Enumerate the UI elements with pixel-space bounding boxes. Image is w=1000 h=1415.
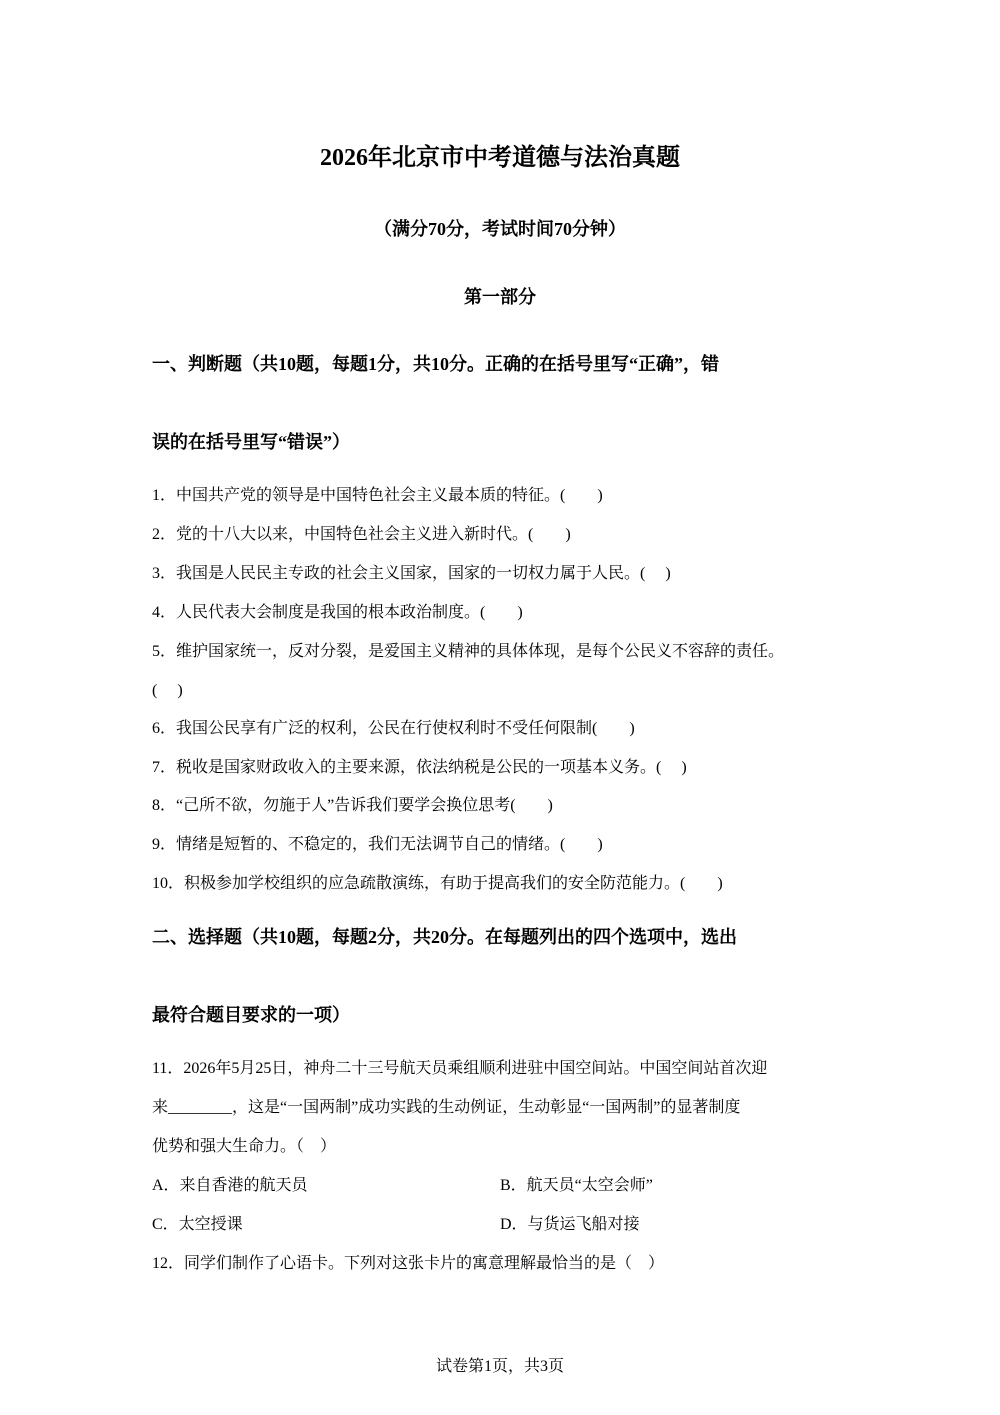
judgment-item-1: 1．中国共产党的领导是中国特色社会主义最本质的特征。( ) [152,487,603,504]
section1-heading-line2: 误的在括号里写“错误”） [152,432,350,452]
judgment-item-7: 7．税收是国家财政收入的主要来源，依法纳税是公民的一项基本义务。( ) [152,759,687,776]
exam-info: （满分70分，考试时间70分钟） [374,219,626,239]
question-11-line2: 来________，这是“一国两制”成功实践的生动例证，生动彰显“一国两制”的显著制度 [152,1099,741,1116]
judgment-item-8: 8．“己所不欲，勿施于人”告诉我们要学会换位思考( ) [152,797,553,814]
page-footer: 试卷第1页，共3页 [435,1358,564,1375]
question-11-line3: 优势和强大生命力。（ ） [152,1138,337,1155]
page-title: 2026年北京市中考道德与法治真题 [320,145,680,171]
q11-option-d: D．与货运飞船对接 [500,1216,640,1233]
judgment-item-3: 3．我国是人民民主专政的社会主义国家，国家的一切权力属于人民。( ) [152,565,671,582]
judgment-item-5: 5．维护国家统一，反对分裂，是爱国主义精神的具体体现，是每个公民义不容辞的责任。 [152,643,785,660]
question-11-line1: 11．2026年5月25日，神舟二十三号航天员乘组顺利进驻中国空间站。中国空间站首次迎 [152,1060,768,1077]
question-12-line1: 12．同学们制作了心语卡。下列对这张卡片的寓意理解最恰当的是（ ） [152,1255,665,1272]
judgment-item-2: 2．党的十八大以来，中国特色社会主义进入新时代。( ) [152,526,571,543]
judgment-item-5-bracket: ( ) [152,682,183,699]
section2-heading-line2: 最符合题目要求的一项） [152,1005,350,1025]
judgment-item-6: 6．我国公民享有广泛的权利，公民在行使权利时不受任何限制( ) [152,720,635,737]
q11-option-a: A．来自香港的航天员 [152,1177,308,1194]
section2-heading-line1: 二、选择题（共10题，每题2分，共20分。在每题列出的四个选项中，选出 [152,927,737,947]
part-heading: 第一部分 [464,287,536,307]
judgment-item-4: 4．人民代表大会制度是我国的根本政治制度。( ) [152,604,523,621]
section1-heading-line1: 一、判断题（共10题，每题1分，共10分。正确的在括号里写“正确”，错 [152,354,719,374]
judgment-item-10: 10．积极参加学校组织的应急疏散演练，有助于提高我们的安全防范能力。( ) [152,875,723,892]
q11-option-b: B．航天员“太空会师” [500,1177,653,1194]
q11-option-c: C．太空授课 [152,1216,243,1233]
judgment-item-9: 9．情绪是短暂的、不稳定的，我们无法调节自己的情绪。( ) [152,836,603,853]
